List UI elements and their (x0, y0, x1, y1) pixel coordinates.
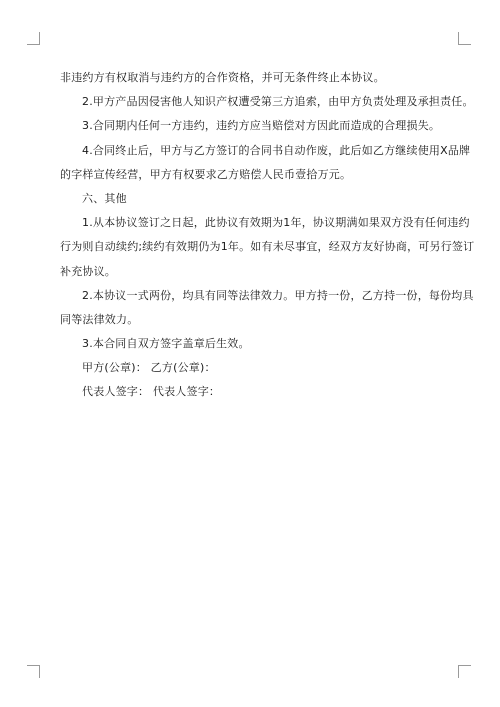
text-line: 3.本合同自双方签字盖章后生效。 (82, 337, 250, 351)
text-line: 1.从本协议签订之日起，此协议有效期为1年，协议期满如果双方没有任何违约 (82, 216, 470, 230)
text-line: 2.甲方产品因侵害他人知识产权遭受第三方追索，由甲方负责处理及承担责任。 (82, 95, 474, 109)
corner-mark-bottom-left (27, 665, 40, 678)
text-line: 行为则自动续约;续约有效期仍为1年。如有未尽事宜，经双方友好协商，可另行签订 (60, 240, 475, 254)
text-line: 非违约方有权取消与违约方的合作资格，并可无条件终止本协议。 (60, 71, 385, 84)
text-line: 4.合同终止后，甲方与乙方签订的合同书自动作废，此后如乙方继续使用X品牌 (82, 143, 471, 157)
document-body (60, 66, 475, 405)
signature-representative-line: 代表人签字： 代表人签字： (82, 385, 221, 399)
text-line: 同等法律效力。 (60, 312, 139, 326)
signature-party-seal-line: 甲方(公章)： 乙方(公章)： (82, 361, 216, 375)
corner-mark-bottom-right (458, 665, 471, 678)
section-heading: 六、其他 (82, 191, 127, 205)
corner-mark-top-right (458, 32, 471, 45)
text-line: 3.合同期内任何一方违约，违约方应当赔偿对方因此而造成的合理损失。 (82, 119, 441, 133)
text-line: 的字样宣传经营，甲方有权要求乙方赔偿人民币壹拾万元。 (60, 167, 352, 181)
text-line: 2.本协议一式两份，均具有同等法律效力。甲方持一份，乙方持一份，每份均具 (82, 288, 474, 302)
text-line: 补充协议。 (60, 264, 116, 278)
corner-mark-top-left (27, 32, 40, 45)
